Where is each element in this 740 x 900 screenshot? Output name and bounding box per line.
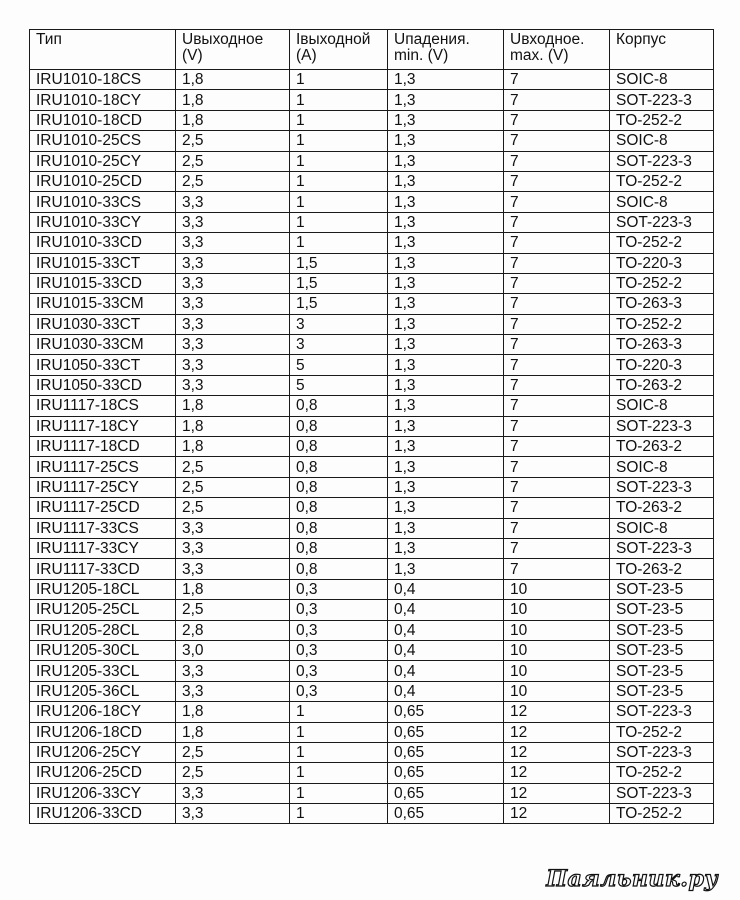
table-row bbox=[30, 559, 714, 579]
table-cell-col-vout: 3,3 bbox=[176, 212, 290, 232]
table-cell-col-iout: 0,3 bbox=[290, 600, 388, 620]
table-row bbox=[30, 131, 714, 151]
table-cell-col-vdrop: 1,3 bbox=[388, 335, 504, 355]
table-cell-col-vin: 12 bbox=[504, 702, 610, 722]
table-cell-col-vin: 7 bbox=[504, 253, 610, 273]
table-cell-col-type: IRU1030-33CT bbox=[30, 314, 176, 334]
table-cell-col-vdrop: 0,65 bbox=[388, 702, 504, 722]
table-cell-col-vdrop: 1,3 bbox=[388, 90, 504, 110]
table-cell-col-iout: 1 bbox=[290, 90, 388, 110]
table-cell-col-vout: 1,8 bbox=[176, 110, 290, 130]
header-cell-col-package bbox=[610, 30, 714, 70]
table-cell-col-package: SOT-23-5 bbox=[610, 600, 714, 620]
header-cell-col-vin bbox=[504, 30, 610, 70]
table-cell-col-vin: 7 bbox=[504, 518, 610, 538]
table-cell-col-package: TO-252-2 bbox=[610, 314, 714, 334]
table-cell-col-package: SOIC-8 bbox=[610, 70, 714, 90]
header-text-line: (V) bbox=[182, 47, 203, 64]
table-cell-col-iout: 0,3 bbox=[290, 640, 388, 660]
table-cell-col-package: SOT-223-3 bbox=[610, 538, 714, 558]
table-cell-col-vin: 10 bbox=[504, 661, 610, 681]
table-cell-col-vdrop: 1,3 bbox=[388, 233, 504, 253]
table-cell-col-vout: 3,3 bbox=[176, 192, 290, 212]
table-row bbox=[30, 294, 714, 314]
table-cell-col-iout: 0,8 bbox=[290, 518, 388, 538]
table-cell-col-type: IRU1206-25CY bbox=[30, 742, 176, 762]
table-row bbox=[30, 110, 714, 130]
table-cell-col-package: TO-220-3 bbox=[610, 253, 714, 273]
table-cell-col-iout: 1 bbox=[290, 783, 388, 803]
table-cell-col-vin: 7 bbox=[504, 375, 610, 395]
table-cell-col-vout: 1,8 bbox=[176, 70, 290, 90]
table-cell-col-package: TO-263-3 bbox=[610, 335, 714, 355]
table-cell-col-vdrop: 0,4 bbox=[388, 600, 504, 620]
table-row bbox=[30, 620, 714, 640]
table-cell-col-type: IRU1117-25CS bbox=[30, 457, 176, 477]
table-row bbox=[30, 171, 714, 191]
table-cell-col-type: IRU1050-33CT bbox=[30, 355, 176, 375]
table-cell-col-vin: 7 bbox=[504, 559, 610, 579]
table-cell-col-iout: 1 bbox=[290, 804, 388, 824]
table-cell-col-package: SOT-23-5 bbox=[610, 620, 714, 640]
table-cell-col-iout: 0,8 bbox=[290, 477, 388, 497]
table-cell-col-vout: 1,8 bbox=[176, 702, 290, 722]
table-cell-col-vout: 3,3 bbox=[176, 233, 290, 253]
table-row bbox=[30, 70, 714, 90]
table-cell-col-iout: 0,8 bbox=[290, 559, 388, 579]
table-cell-col-type: IRU1117-18CS bbox=[30, 396, 176, 416]
table-cell-col-vdrop: 1,3 bbox=[388, 192, 504, 212]
table-cell-col-vout: 1,8 bbox=[176, 579, 290, 599]
table-row bbox=[30, 477, 714, 497]
table-cell-col-type: IRU1015-33CM bbox=[30, 294, 176, 314]
header-text-line: Корпус bbox=[616, 31, 666, 48]
table-row bbox=[30, 396, 714, 416]
table-cell-col-vin: 10 bbox=[504, 640, 610, 660]
table-cell-col-type: IRU1050-33CD bbox=[30, 375, 176, 395]
table-cell-col-vin: 12 bbox=[504, 763, 610, 783]
table-cell-col-vdrop: 1,3 bbox=[388, 212, 504, 232]
table-cell-col-vout: 3,3 bbox=[176, 538, 290, 558]
table-cell-col-iout: 1 bbox=[290, 702, 388, 722]
table-cell-col-vin: 7 bbox=[504, 437, 610, 457]
table-cell-col-type: IRU1010-25CY bbox=[30, 151, 176, 171]
table-cell-col-vdrop: 1,3 bbox=[388, 355, 504, 375]
table-cell-col-vout: 1,8 bbox=[176, 90, 290, 110]
table-cell-col-type: IRU1010-18CY bbox=[30, 90, 176, 110]
table-cell-col-vin: 7 bbox=[504, 233, 610, 253]
table-cell-col-vin: 7 bbox=[504, 314, 610, 334]
table-cell-col-package: SOT-23-5 bbox=[610, 579, 714, 599]
header-text-line: max. (V) bbox=[510, 47, 569, 64]
table-cell-col-type: IRU1117-25CY bbox=[30, 477, 176, 497]
table-cell-col-type: IRU1030-33CM bbox=[30, 335, 176, 355]
table-cell-col-vout: 3,3 bbox=[176, 294, 290, 314]
table-cell-col-type: IRU1010-18CD bbox=[30, 110, 176, 130]
table-cell-col-vdrop: 1,3 bbox=[388, 273, 504, 293]
header-text-line: Uпадения. bbox=[394, 31, 470, 48]
table-cell-col-vdrop: 1,3 bbox=[388, 498, 504, 518]
table-cell-col-iout: 0,8 bbox=[290, 457, 388, 477]
table-cell-col-vdrop: 1,3 bbox=[388, 151, 504, 171]
table-cell-col-vin: 7 bbox=[504, 192, 610, 212]
table-cell-col-vdrop: 1,3 bbox=[388, 375, 504, 395]
table-cell-col-iout: 1 bbox=[290, 763, 388, 783]
table-cell-col-vdrop: 0,4 bbox=[388, 579, 504, 599]
table-cell-col-type: IRU1205-33CL bbox=[30, 661, 176, 681]
table-cell-col-iout: 0,8 bbox=[290, 416, 388, 436]
table-cell-col-vdrop: 1,3 bbox=[388, 253, 504, 273]
table-cell-col-vin: 7 bbox=[504, 171, 610, 191]
table-cell-col-vout: 3,3 bbox=[176, 518, 290, 538]
table-row bbox=[30, 253, 714, 273]
table-cell-col-iout: 0,8 bbox=[290, 396, 388, 416]
table-row bbox=[30, 518, 714, 538]
table-row bbox=[30, 681, 714, 701]
table-cell-col-vdrop: 1,3 bbox=[388, 477, 504, 497]
table-cell-col-vdrop: 0,4 bbox=[388, 620, 504, 640]
table-cell-col-type: IRU1206-33CD bbox=[30, 804, 176, 824]
table-cell-col-vout: 2,5 bbox=[176, 151, 290, 171]
header-text-line: min. (V) bbox=[394, 47, 449, 64]
table-cell-col-iout: 5 bbox=[290, 355, 388, 375]
table-cell-col-vout: 1,8 bbox=[176, 437, 290, 457]
table-cell-col-vin: 12 bbox=[504, 783, 610, 803]
table-row bbox=[30, 498, 714, 518]
table-cell-col-vin: 7 bbox=[504, 151, 610, 171]
table-row bbox=[30, 661, 714, 681]
table-cell-col-vdrop: 1,3 bbox=[388, 559, 504, 579]
table-cell-col-vin: 7 bbox=[504, 335, 610, 355]
table-cell-col-iout: 1 bbox=[290, 722, 388, 742]
table-row bbox=[30, 335, 714, 355]
table-cell-col-vin: 7 bbox=[504, 538, 610, 558]
table-row bbox=[30, 640, 714, 660]
table-row bbox=[30, 600, 714, 620]
table-cell-col-vin: 7 bbox=[504, 294, 610, 314]
table-cell-col-type: IRU1206-25CD bbox=[30, 763, 176, 783]
table-cell-col-iout: 1 bbox=[290, 233, 388, 253]
table-cell-col-vout: 3,3 bbox=[176, 661, 290, 681]
table-row bbox=[30, 804, 714, 824]
table-cell-col-type: IRU1206-18CD bbox=[30, 722, 176, 742]
table-cell-col-vdrop: 1,3 bbox=[388, 131, 504, 151]
table-cell-col-vdrop: 0,65 bbox=[388, 722, 504, 742]
table-cell-col-package: TO-252-2 bbox=[610, 273, 714, 293]
table-cell-col-vin: 7 bbox=[504, 355, 610, 375]
table-cell-col-iout: 3 bbox=[290, 335, 388, 355]
table-cell-col-iout: 1,5 bbox=[290, 294, 388, 314]
table-cell-col-vin: 7 bbox=[504, 457, 610, 477]
table-cell-col-package: TO-263-2 bbox=[610, 437, 714, 457]
table-cell-col-vout: 1,8 bbox=[176, 416, 290, 436]
table-cell-col-iout: 1,5 bbox=[290, 253, 388, 273]
table-cell-col-package: TO-263-2 bbox=[610, 559, 714, 579]
table-cell-col-type: IRU1205-18CL bbox=[30, 579, 176, 599]
table-cell-col-type: IRU1010-25CS bbox=[30, 131, 176, 151]
table-cell-col-iout: 1 bbox=[290, 192, 388, 212]
table-cell-col-vdrop: 0,65 bbox=[388, 804, 504, 824]
table-cell-col-vout: 1,8 bbox=[176, 396, 290, 416]
table-cell-col-type: IRU1010-33CY bbox=[30, 212, 176, 232]
table-cell-col-type: IRU1010-33CD bbox=[30, 233, 176, 253]
table-cell-col-type: IRU1205-28CL bbox=[30, 620, 176, 640]
table-row bbox=[30, 314, 714, 334]
table-row bbox=[30, 273, 714, 293]
table-cell-col-vout: 3,3 bbox=[176, 375, 290, 395]
table-row bbox=[30, 722, 714, 742]
table-cell-col-vout: 3,3 bbox=[176, 314, 290, 334]
table-cell-col-iout: 0,8 bbox=[290, 498, 388, 518]
table-cell-col-vin: 7 bbox=[504, 90, 610, 110]
table-cell-col-package: SOT-223-3 bbox=[610, 151, 714, 171]
table-cell-col-iout: 1 bbox=[290, 171, 388, 191]
table-cell-col-package: SOT-223-3 bbox=[610, 783, 714, 803]
table-cell-col-vout: 3,3 bbox=[176, 253, 290, 273]
table-row bbox=[30, 742, 714, 762]
table-cell-col-type: IRU1015-33CD bbox=[30, 273, 176, 293]
table-cell-col-package: SOT-223-3 bbox=[610, 702, 714, 722]
header-cell-col-iout bbox=[290, 30, 388, 70]
table-cell-col-package: SOIC-8 bbox=[610, 396, 714, 416]
table-cell-col-vout: 3,0 bbox=[176, 640, 290, 660]
table-cell-col-vin: 10 bbox=[504, 579, 610, 599]
table-cell-col-package: TO-263-2 bbox=[610, 375, 714, 395]
table-cell-col-vin: 7 bbox=[504, 477, 610, 497]
table-cell-col-package: SOT-223-3 bbox=[610, 477, 714, 497]
table-cell-col-package: SOT-223-3 bbox=[610, 90, 714, 110]
table-cell-col-vin: 7 bbox=[504, 273, 610, 293]
table-cell-col-vdrop: 1,3 bbox=[388, 70, 504, 90]
table-row bbox=[30, 375, 714, 395]
table-cell-col-vout: 3,3 bbox=[176, 681, 290, 701]
table-cell-col-iout: 1 bbox=[290, 110, 388, 130]
table-cell-col-vin: 7 bbox=[504, 498, 610, 518]
table-row bbox=[30, 90, 714, 110]
table-cell-col-type: IRU1117-25CD bbox=[30, 498, 176, 518]
table-cell-col-vin: 10 bbox=[504, 681, 610, 701]
table-cell-col-package: TO-252-2 bbox=[610, 171, 714, 191]
header-cell-col-vdrop bbox=[388, 30, 504, 70]
table-cell-col-vin: 7 bbox=[504, 131, 610, 151]
table-cell-col-type: IRU1205-30CL bbox=[30, 640, 176, 660]
header-text-line: Тип bbox=[36, 31, 62, 48]
table-cell-col-type: IRU1010-18CS bbox=[30, 70, 176, 90]
table-cell-col-vdrop: 0,65 bbox=[388, 742, 504, 762]
table-row bbox=[30, 151, 714, 171]
table-cell-col-vout: 3,3 bbox=[176, 355, 290, 375]
table-cell-col-vdrop: 1,3 bbox=[388, 314, 504, 334]
header-text-line: Iвыходной bbox=[296, 31, 371, 48]
table-cell-col-iout: 0,3 bbox=[290, 620, 388, 640]
header-cell-col-type bbox=[30, 30, 176, 70]
table-cell-col-type: IRU1206-33CY bbox=[30, 783, 176, 803]
table-cell-col-vout: 2,5 bbox=[176, 131, 290, 151]
table-cell-col-vin: 7 bbox=[504, 396, 610, 416]
table-cell-col-package: TO-252-2 bbox=[610, 763, 714, 783]
table-cell-col-type: IRU1117-33CY bbox=[30, 538, 176, 558]
table-cell-col-iout: 1 bbox=[290, 212, 388, 232]
table-row bbox=[30, 416, 714, 436]
table-row bbox=[30, 702, 714, 722]
table-cell-col-type: IRU1117-18CY bbox=[30, 416, 176, 436]
table-row bbox=[30, 437, 714, 457]
table-cell-col-package: TO-252-2 bbox=[610, 233, 714, 253]
table-cell-col-package: TO-263-2 bbox=[610, 498, 714, 518]
table-header bbox=[30, 30, 714, 70]
table-row bbox=[30, 233, 714, 253]
header-row bbox=[30, 30, 714, 70]
table-row bbox=[30, 763, 714, 783]
table-cell-col-type: IRU1205-36CL bbox=[30, 681, 176, 701]
table-cell-col-vout: 3,3 bbox=[176, 783, 290, 803]
table-cell-col-package: SOT-223-3 bbox=[610, 416, 714, 436]
table-cell-col-vout: 2,5 bbox=[176, 742, 290, 762]
table-cell-col-package: SOIC-8 bbox=[610, 518, 714, 538]
table-cell-col-vdrop: 0,4 bbox=[388, 640, 504, 660]
table-cell-col-vin: 7 bbox=[504, 416, 610, 436]
table-cell-col-vdrop: 1,3 bbox=[388, 518, 504, 538]
table-cell-col-vout: 2,5 bbox=[176, 763, 290, 783]
watermark-logo: Паяльник.ру bbox=[546, 866, 718, 892]
table-cell-col-vdrop: 1,3 bbox=[388, 457, 504, 477]
table-cell-col-vin: 10 bbox=[504, 620, 610, 640]
header-text-line: Uвходное. bbox=[510, 31, 585, 48]
table-cell-col-vdrop: 0,65 bbox=[388, 783, 504, 803]
header-cell-col-vout bbox=[176, 30, 290, 70]
table-row bbox=[30, 579, 714, 599]
table-cell-col-vin: 12 bbox=[504, 804, 610, 824]
table-cell-col-iout: 0,3 bbox=[290, 661, 388, 681]
table-cell-col-vin: 7 bbox=[504, 110, 610, 130]
table-cell-col-vout: 2,5 bbox=[176, 498, 290, 518]
table-cell-col-vdrop: 1,3 bbox=[388, 396, 504, 416]
table-cell-col-vout: 2,5 bbox=[176, 457, 290, 477]
table-cell-col-iout: 0,8 bbox=[290, 437, 388, 457]
table-row bbox=[30, 212, 714, 232]
table-cell-col-vdrop: 0,4 bbox=[388, 661, 504, 681]
table-cell-col-vdrop: 1,3 bbox=[388, 294, 504, 314]
table-cell-col-package: TO-263-3 bbox=[610, 294, 714, 314]
table-cell-col-package: TO-252-2 bbox=[610, 804, 714, 824]
table-cell-col-vin: 12 bbox=[504, 722, 610, 742]
table-cell-col-package: TO-252-2 bbox=[610, 722, 714, 742]
table-cell-col-package: TO-220-3 bbox=[610, 355, 714, 375]
table-cell-col-vout: 2,5 bbox=[176, 600, 290, 620]
table-cell-col-type: IRU1010-33CS bbox=[30, 192, 176, 212]
table-cell-col-package: SOT-23-5 bbox=[610, 681, 714, 701]
table-cell-col-iout: 5 bbox=[290, 375, 388, 395]
table-cell-col-vout: 2,5 bbox=[176, 171, 290, 191]
table-cell-col-vdrop: 1,3 bbox=[388, 416, 504, 436]
header-text-line: Uвыходное bbox=[182, 31, 264, 48]
table-row bbox=[30, 355, 714, 375]
table-cell-col-vin: 10 bbox=[504, 600, 610, 620]
table-row bbox=[30, 538, 714, 558]
table-cell-col-type: IRU1117-33CS bbox=[30, 518, 176, 538]
table-cell-col-vout: 3,3 bbox=[176, 559, 290, 579]
table-cell-col-vout: 2,5 bbox=[176, 477, 290, 497]
table-cell-col-vdrop: 0,4 bbox=[388, 681, 504, 701]
table-cell-col-package: SOIC-8 bbox=[610, 457, 714, 477]
table-cell-col-vdrop: 1,3 bbox=[388, 171, 504, 191]
table-cell-col-iout: 0,3 bbox=[290, 681, 388, 701]
table-cell-col-iout: 0,8 bbox=[290, 538, 388, 558]
table-cell-col-type: IRU1117-18CD bbox=[30, 437, 176, 457]
table-cell-col-iout: 1,5 bbox=[290, 273, 388, 293]
table-row bbox=[30, 783, 714, 803]
table-row bbox=[30, 457, 714, 477]
table-cell-col-vdrop: 1,3 bbox=[388, 538, 504, 558]
table-cell-col-iout: 0,3 bbox=[290, 579, 388, 599]
table-cell-col-vout: 3,3 bbox=[176, 335, 290, 355]
table-cell-col-vout: 2,8 bbox=[176, 620, 290, 640]
table-cell-col-vdrop: 1,3 bbox=[388, 437, 504, 457]
table-cell-col-vdrop: 1,3 bbox=[388, 110, 504, 130]
table-cell-col-iout: 1 bbox=[290, 131, 388, 151]
table-cell-col-type: IRU1206-18CY bbox=[30, 702, 176, 722]
table-cell-col-vin: 12 bbox=[504, 742, 610, 762]
regulator-spec-table bbox=[29, 29, 714, 824]
table-cell-col-package: SOT-23-5 bbox=[610, 661, 714, 681]
table-cell-col-vout: 3,3 bbox=[176, 804, 290, 824]
table-cell-col-package: TO-252-2 bbox=[610, 110, 714, 130]
table-cell-col-vout: 3,3 bbox=[176, 273, 290, 293]
table-cell-col-iout: 3 bbox=[290, 314, 388, 334]
table-cell-col-iout: 1 bbox=[290, 151, 388, 171]
table-cell-col-type: IRU1015-33CT bbox=[30, 253, 176, 273]
table-cell-col-package: SOIC-8 bbox=[610, 192, 714, 212]
table-row bbox=[30, 192, 714, 212]
table-cell-col-type: IRU1117-33CD bbox=[30, 559, 176, 579]
table-cell-col-type: IRU1010-25CD bbox=[30, 171, 176, 191]
table-cell-col-vin: 7 bbox=[504, 70, 610, 90]
table-cell-col-package: SOT-23-5 bbox=[610, 640, 714, 660]
table-body bbox=[30, 70, 714, 824]
table-cell-col-vout: 1,8 bbox=[176, 722, 290, 742]
table-cell-col-iout: 1 bbox=[290, 70, 388, 90]
table-cell-col-iout: 1 bbox=[290, 742, 388, 762]
table-cell-col-package: SOIC-8 bbox=[610, 131, 714, 151]
table-cell-col-type: IRU1205-25CL bbox=[30, 600, 176, 620]
table-cell-col-package: SOT-223-3 bbox=[610, 212, 714, 232]
table-cell-col-package: SOT-223-3 bbox=[610, 742, 714, 762]
table-cell-col-vdrop: 0,65 bbox=[388, 763, 504, 783]
header-text-line: (A) bbox=[296, 47, 317, 64]
table-cell-col-vin: 7 bbox=[504, 212, 610, 232]
